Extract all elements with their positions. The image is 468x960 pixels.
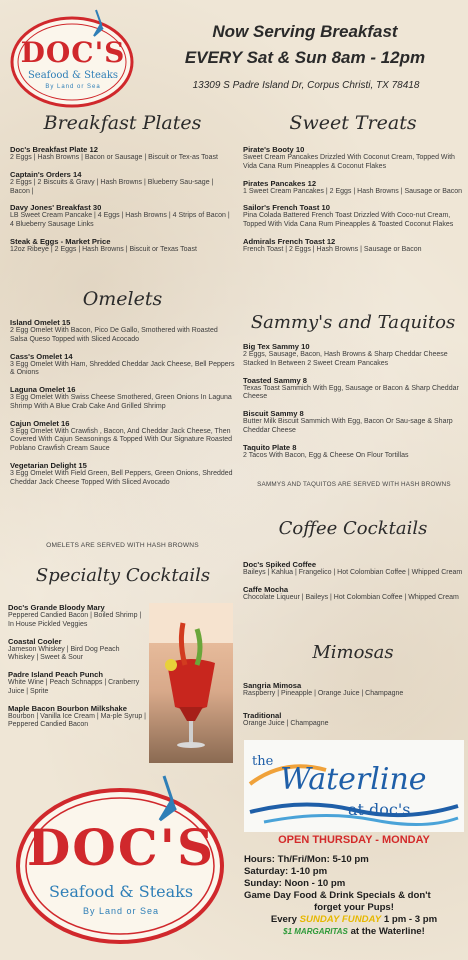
omelets-list bbox=[10, 318, 235, 494]
omelets-title: Omelets bbox=[82, 288, 163, 310]
item-name: Traditional bbox=[243, 710, 282, 720]
list-item bbox=[10, 203, 235, 230]
item-name: Admirals French Toast 12 bbox=[243, 236, 336, 246]
list-item bbox=[10, 352, 235, 379]
margaritas-text: $1 MARGARITAS bbox=[283, 927, 348, 937]
logo-tagline: Seafood & Steaks bbox=[27, 70, 119, 81]
every-text: Every bbox=[270, 914, 297, 926]
logo-name: DOC'S bbox=[26, 818, 216, 877]
breakfast-plates-list bbox=[10, 145, 235, 262]
sweet-treats-title: Sweet Treats bbox=[289, 112, 417, 134]
mimosas-list bbox=[243, 681, 463, 736]
list-item bbox=[10, 318, 235, 345]
item-desc: 2 Tacos With Bacon, Egg & Cheese On Flour Tortillas bbox=[243, 451, 409, 459]
item-name: Sangria Mimosa bbox=[243, 681, 302, 690]
list-item bbox=[10, 419, 235, 454]
list-item bbox=[243, 711, 463, 729]
bloody-mary-illustration bbox=[149, 603, 233, 763]
logo-sub: By Land or Sea bbox=[82, 906, 160, 916]
specials-line: Game Day Food & Drink Specials & don't bbox=[244, 890, 431, 902]
item-desc: Peppered Candied Bacon | Boiled Shrimp | In House Pickled Veggies bbox=[8, 612, 142, 628]
list-item bbox=[10, 237, 235, 255]
item-desc: 3 Egg Omelet With Ham, Shredded Cheddar Jack Cheese, Bell Peppers & Onions bbox=[10, 360, 235, 377]
coffee-title: Coffee Cocktails bbox=[278, 518, 428, 539]
sammys-title: Sammy's and Taquitos bbox=[250, 312, 456, 333]
header-logo bbox=[8, 6, 138, 110]
list-item bbox=[243, 376, 463, 403]
item-name: Laguna Omelet 16 bbox=[10, 385, 76, 394]
header-address: 13309 S Padre Island Dr, Corpus Christi, TX 78418 bbox=[192, 80, 420, 91]
item-desc: French Toast | 2 Eggs | Hash Browns | Sausage or Bacon bbox=[243, 245, 422, 253]
item-name: Captain's Orders 14 bbox=[10, 169, 82, 179]
item-name: Davy Jones' Breakfast 30 bbox=[10, 203, 102, 213]
header-line2: EVERY Sat & Sun 8am - 12pm bbox=[184, 48, 426, 67]
item-name: Doc's Grande Bloody Mary bbox=[8, 603, 105, 612]
item-name: Doc's Spiked Coffee bbox=[243, 560, 317, 569]
sunday-funday-text: SUNDAY FUNDAY bbox=[299, 914, 382, 926]
item-desc: Jameson Whiskey | Bird Dog Peach Whiskey | Sweet & Sour bbox=[8, 645, 120, 662]
coffee-list bbox=[243, 560, 463, 610]
item-desc: 12oz Ribeye | 2 Eggs | Hash Browns | Biscuit or Texas Toast bbox=[10, 245, 197, 253]
item-name: Taquito Plate 8 bbox=[243, 442, 297, 452]
list-item bbox=[243, 145, 463, 172]
list-item bbox=[243, 179, 463, 197]
item-name: Biscuit Sammy 8 bbox=[243, 409, 304, 418]
list-item bbox=[8, 704, 146, 731]
item-name: Coastal Cooler bbox=[8, 636, 62, 646]
item-desc: White Wine | Peach Schnapps | Cranberry Juice | Sprite bbox=[8, 679, 140, 695]
list-item bbox=[8, 637, 146, 664]
item-desc: Texas Toast Sammich With Egg, Sausage or Bacon & Sharp Cheddar Cheese bbox=[243, 384, 459, 401]
margaritas-line bbox=[244, 926, 464, 938]
item-name: Cass's Omelet 14 bbox=[10, 351, 73, 361]
item-desc: Sweet Cream Pancakes Drizzled With Coconut Cream, Topped With Vida Cana Rum Pineapples & Coconut Flakes bbox=[243, 154, 455, 170]
list-item bbox=[243, 560, 463, 578]
item-desc: 2 Egg Omelet With Bacon, Pico De Gallo, Smothered with Roasted Salsa Queso Topped with Sliced Acocado bbox=[10, 327, 218, 343]
list-item bbox=[8, 603, 146, 630]
hours-line: Saturday: 1-10 pm bbox=[244, 866, 328, 878]
item-desc: LB Sweet Cream Pancake | 4 Eggs | Hash Browns | 4 Strips of Bacon | 4 Blueberry Sausage Links bbox=[10, 212, 230, 228]
waterline-name: Waterline bbox=[280, 762, 427, 797]
specialty-cocktails-title: Specialty Cocktails bbox=[35, 565, 211, 586]
item-name: Doc's Breakfast Plate 12 bbox=[10, 145, 98, 154]
specials-line: forget your Pups! bbox=[314, 902, 394, 914]
list-item bbox=[243, 409, 463, 436]
logo-tagline: Seafood & Steaks bbox=[48, 882, 194, 901]
waterline-at: at doc's bbox=[348, 800, 411, 819]
item-name: Padre Island Peach Punch bbox=[8, 670, 103, 679]
omelets-note: OMELETS ARE SERVED WITH HASH BROWNS bbox=[46, 542, 199, 549]
item-name: Pirate's Booty 10 bbox=[243, 145, 305, 154]
item-desc: 2 Eggs | Hash Browns | Bacon or Sausage | Biscuit or Tex-as Toast bbox=[10, 154, 218, 161]
list-item bbox=[10, 170, 235, 197]
item-desc: Baileys | Kahlua | Frangelico | Hot Colombian Coffee | Whipped Cream bbox=[243, 569, 463, 576]
logo-name: DOC'S bbox=[20, 36, 126, 69]
item-desc: 2 Eggs | 2 Biscuits & Gravy | Hash Browns | Blueberry Sau-sage | Bacon | bbox=[10, 178, 214, 195]
item-name: Vegetarian Delight 15 bbox=[10, 460, 87, 470]
item-name: Pirates Pancakes 12 bbox=[243, 178, 317, 188]
item-desc: 3 Egg Omelet With Field Green, Bell Peppers, Green Onions, Shredded Cheddar Jack Cheese Topped With Sliced Avocado bbox=[10, 469, 233, 486]
list-item bbox=[243, 237, 463, 255]
list-item bbox=[243, 203, 463, 230]
item-name: Sailor's French Toast 10 bbox=[243, 203, 330, 213]
list-item bbox=[8, 670, 146, 697]
item-name: Steak & Eggs - Market Price bbox=[10, 236, 111, 246]
header-line1: Now Serving Breakfast bbox=[212, 22, 398, 41]
item-name: Cajun Omelet 16 bbox=[10, 418, 70, 428]
item-desc: Pina Colada Battered French Toast Drizzled With Coco-nut Cream, Topped With Vida Cana Rum Pineapples & Toasted Coconut Flakes bbox=[243, 212, 454, 228]
item-desc: 2 Eggs, Sausage, Bacon, Hash Browns & Sharp Cheddar Cheese Stacked In Between 2 Sweet Cream Pancakes bbox=[243, 351, 448, 367]
item-desc: 3 Egg Omelet With Swiss Cheese Smothered, Green Onions In Laguna Shrimp With A Blue Crab Cake And Grilled Shrimp bbox=[10, 394, 232, 410]
item-desc: 1 Sweet Cream Pancakes | 2 Eggs | Hash Browns | Sausage or Bacon bbox=[243, 187, 463, 195]
waterline-logo bbox=[244, 740, 464, 832]
item-desc: Butter Milk Biscuit Sammich With Egg, Bacon Or Sau-sage & Sharp Cheddar Cheese bbox=[243, 418, 453, 434]
sunday-funday-line bbox=[244, 914, 464, 926]
item-desc: Orange Juice | Champagne bbox=[243, 719, 329, 727]
list-item bbox=[10, 145, 235, 163]
item-desc: Chocolate Liqueur | Baileys | Hot Colombian Coffee | Whipped Cream bbox=[243, 593, 459, 601]
waterline-the: the bbox=[252, 754, 274, 769]
list-item bbox=[10, 461, 235, 488]
sweet-treats-list bbox=[243, 145, 463, 262]
item-desc: Bourbon | Vanilla Ice Cream | Ma-ple Syrup | Peppered Candied Bacon bbox=[8, 712, 146, 729]
sammys-note: SAMMYS AND TAQUITOS ARE SERVED WITH HASH BROWNS bbox=[257, 481, 451, 488]
item-desc: Raspberry | Pineapple | Orange Juice | Champagne bbox=[243, 690, 404, 697]
list-item bbox=[10, 385, 235, 412]
time-text: 1 pm - 3 pm bbox=[383, 914, 438, 926]
list-item bbox=[243, 681, 463, 699]
item-name: Island Omelet 15 bbox=[10, 318, 71, 327]
at-waterline-text: at the Waterline! bbox=[350, 926, 425, 938]
specialty-cocktails-list bbox=[8, 603, 146, 737]
footer-logo bbox=[12, 770, 230, 950]
list-item bbox=[243, 585, 463, 603]
breakfast-plates-title: Breakfast Plates bbox=[43, 112, 202, 134]
sammys-list bbox=[243, 342, 463, 467]
mimosas-title: Mimosas bbox=[312, 642, 394, 663]
waterline-hours bbox=[244, 854, 464, 939]
list-item bbox=[243, 342, 463, 369]
item-name: Big Tex Sammy 10 bbox=[243, 342, 310, 351]
item-desc: 3 Egg Omelet With Crawfish , Bacon, And Cheddar Jack Cheese, Then Covered With Cajun Seasonings & Topped With Our Signature Roasted Poblano Crawfish Cream Sauce bbox=[10, 427, 233, 452]
item-name: Caffe Mocha bbox=[243, 584, 289, 594]
bloody-mary-photo bbox=[149, 603, 233, 763]
logo-sub: By Land or Sea bbox=[45, 84, 101, 90]
item-name: Toasted Sammy 8 bbox=[243, 375, 308, 385]
hours-line: Sunday: Noon - 10 pm bbox=[244, 878, 346, 890]
waterline-open: OPEN THURSDAY - MONDAY bbox=[278, 834, 430, 846]
item-name: Maple Bacon Bourbon Milkshake bbox=[8, 703, 127, 713]
hours-line: Hours: Th/Fri/Mon: 5-10 pm bbox=[244, 854, 369, 865]
list-item bbox=[243, 443, 463, 461]
